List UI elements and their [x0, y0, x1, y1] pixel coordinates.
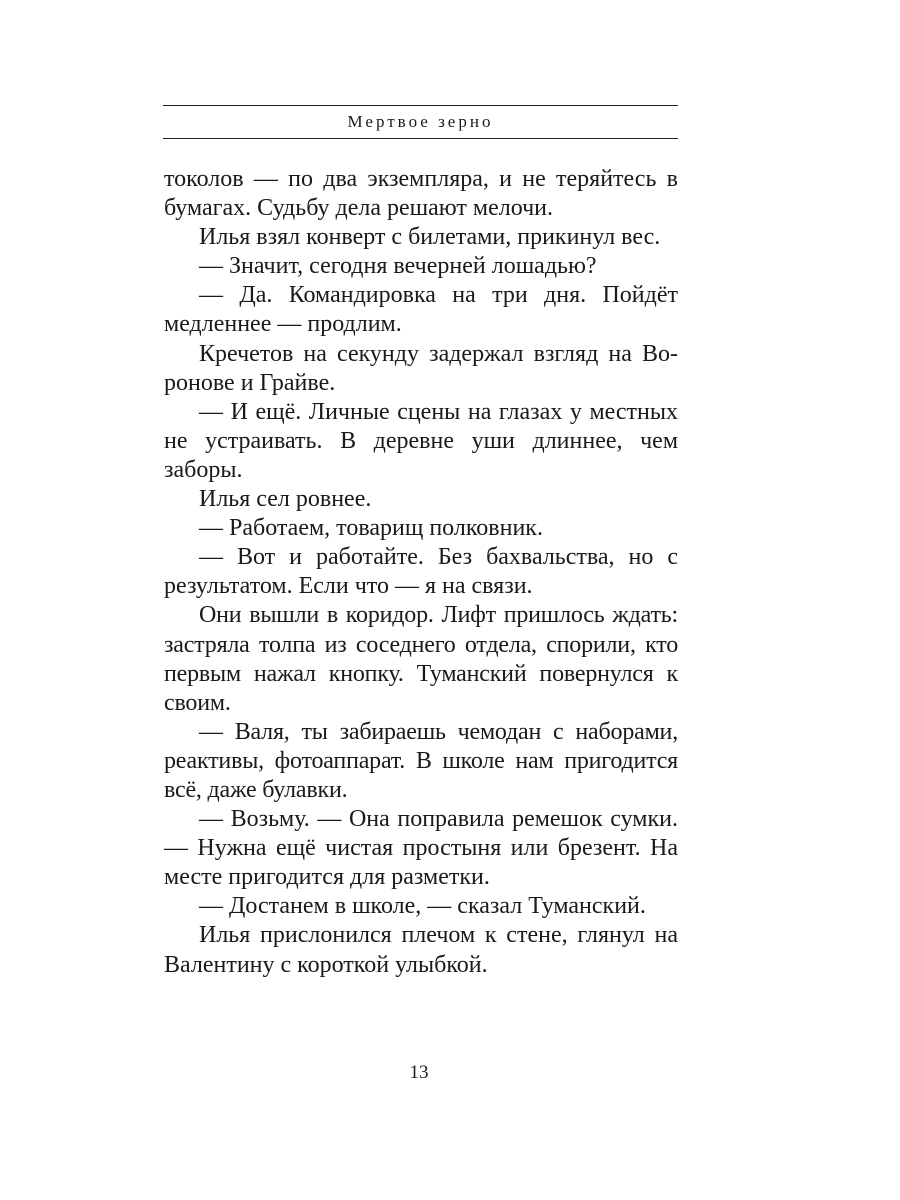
paragraph: Они вышли в коридор. Лифт пришлось ждать: застряла толпа из соседнего отдела, спорили, кто первым нажал кнопку. Туманский повернулся к своим.	[164, 602, 678, 716]
paragraph: Илья сел ровнее.	[199, 486, 372, 513]
paragraph: Кречетов на секунду задержал взгляд на Воронове и Грайве.	[164, 340, 678, 396]
running-head-title: Мертвое зерно	[347, 112, 494, 131]
page-number: 13	[409, 1062, 429, 1083]
paragraph: — Работаем, товарищ полковник.	[199, 515, 543, 542]
paragraph: — Валя, ты забираешь чемодан с наборами, реактивы, фотоаппарат. В школе нам пригодится всё, даже булавки.	[164, 718, 678, 803]
paragraph: — Значит, сегодня вечерней лошадью?	[199, 253, 597, 280]
paragraph: Илья прислонился плечом к стене, глянул на Валентину с короткой улыбкой.	[164, 922, 678, 978]
body-text	[164, 165, 678, 980]
paragraph: — Возьму. — Она поправила ремешок сумки. — Нужна ещё чистая простыня или брезент. На месте пригодится для разметки.	[164, 806, 678, 891]
paragraph: — И ещё. Личные сцены на глазах у местных не устраивать. В деревне уши длиннее, чем заборы.	[164, 398, 678, 483]
paragraph: — Достанем в школе, — сказал Туманский.	[199, 893, 646, 920]
paragraph: токолов — по два экземпляра, и не теряйтесь в бумагах. Судьбу дела решают мелочи.	[164, 166, 678, 222]
running-head	[163, 105, 678, 139]
paragraph: Илья взял конверт с билетами, прикинул вес.	[199, 224, 661, 251]
paragraph: — Да. Командировка на три дня. Пойдёт медленнее — продлим.	[164, 282, 678, 338]
paragraph: — Вот и работайте. Без бахвальства, но с результатом. Если что — я на связи.	[164, 544, 678, 600]
